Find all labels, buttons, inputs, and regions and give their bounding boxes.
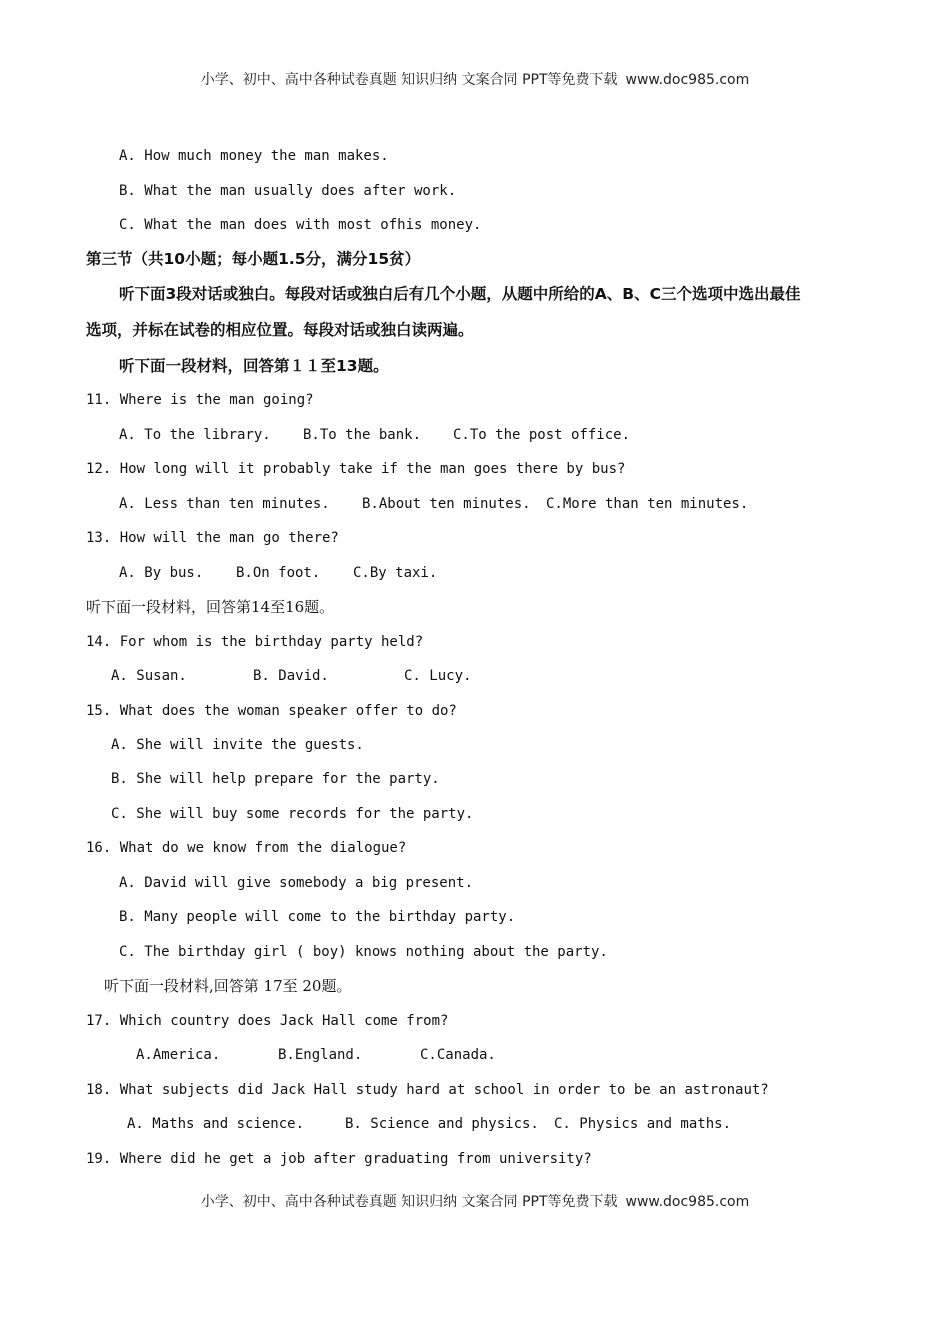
q15-option-c: C. She will buy some records for the party. bbox=[111, 806, 474, 822]
q10-option-c: C. What the man does with most ofhis money. bbox=[119, 217, 482, 233]
q11-option-b: B.To the bank. bbox=[303, 427, 422, 443]
q13-option-a: A. By bus. bbox=[119, 565, 204, 581]
header-url[interactable]: www.doc985.com bbox=[625, 72, 750, 88]
q19-stem: 19. Where did he get a job after graduating from university? bbox=[86, 1151, 592, 1167]
prompt-14-16: 听下面一段材料，回答第14至16题。 bbox=[86, 598, 335, 616]
q12-option-a: A. Less than ten minutes. bbox=[119, 496, 330, 512]
q12-option-c: C.More than ten minutes. bbox=[546, 496, 749, 512]
q16-option-b: B. Many people will come to the birthday party. bbox=[119, 909, 516, 925]
q12-option-b: B.About ten minutes. bbox=[362, 496, 531, 512]
section-3-title: 第三节（共10小题；每小题1.5分，满分15贫） bbox=[86, 250, 421, 268]
q16-option-a: A. David will give somebody a big present. bbox=[119, 875, 474, 891]
q11-option-a: A. To the library. bbox=[119, 427, 271, 443]
q15-option-b: B. She will help prepare for the party. bbox=[111, 771, 440, 787]
q17-stem: 17. Which country does Jack Hall come from? bbox=[86, 1013, 449, 1029]
prompt-11-13: 听下面一段材料，回答第１１至13题。 bbox=[119, 357, 389, 375]
q14-option-b: B. David. bbox=[253, 668, 329, 684]
q11-option-c: C.To the post office. bbox=[453, 427, 631, 443]
q15-stem: 15. What does the woman speaker offer to do? bbox=[86, 703, 457, 719]
q17-option-a: A.America. bbox=[136, 1047, 221, 1063]
header-text: 小学、初中、高中各种试卷真题 知识归纳 文案合同 PPT等免费下载 bbox=[200, 72, 618, 88]
q18-option-b: B. Science and physics. bbox=[345, 1116, 539, 1132]
q16-option-c: C. The birthday girl ( boy) knows nothing about the party. bbox=[119, 944, 608, 960]
q10-option-a: A. How much money the man makes. bbox=[119, 148, 389, 164]
q16-stem: 16. What do we know from the dialogue? bbox=[86, 840, 407, 856]
page-header bbox=[0, 69, 950, 89]
q18-option-c: C. Physics and maths. bbox=[554, 1116, 732, 1132]
q17-option-b: B.England. bbox=[278, 1047, 363, 1063]
footer-url[interactable]: www.doc985.com bbox=[625, 1194, 750, 1210]
q13-option-c: C.By taxi. bbox=[353, 565, 438, 581]
q11-stem: 11. Where is the man going? bbox=[86, 392, 314, 408]
q14-stem: 14. For whom is the birthday party held? bbox=[86, 634, 424, 650]
section-3-instruction-line-2: 选项，并标在试卷的相应位置。每段对话或独白读两遍。 bbox=[86, 321, 474, 339]
q17-option-c: C.Canada. bbox=[420, 1047, 496, 1063]
section-3-instruction-line-1: 听下面3段对话或独白。每段对话或独白后有几个小题，从题中所给的A、B、C三个选项中选出最佳 bbox=[119, 285, 801, 303]
q10-option-b: B. What the man usually does after work. bbox=[119, 183, 457, 199]
q13-option-b: B.On foot. bbox=[236, 565, 321, 581]
q18-option-a: A. Maths and science. bbox=[127, 1116, 305, 1132]
q13-stem: 13. How will the man go there? bbox=[86, 530, 339, 546]
q18-stem: 18. What subjects did Jack Hall study hard at school in order to be an astronaut? bbox=[86, 1082, 769, 1098]
page-footer bbox=[0, 1191, 950, 1211]
q15-option-a: A. She will invite the guests. bbox=[111, 737, 364, 753]
q12-stem: 12. How long will it probably take if the man goes there by bus? bbox=[86, 461, 626, 477]
prompt-17-20: 听下面一段材料,回答第 17至 20题。 bbox=[104, 977, 352, 995]
q14-option-a: A. Susan. bbox=[111, 668, 187, 684]
q14-option-c: C. Lucy. bbox=[404, 668, 472, 684]
footer-text: 小学、初中、高中各种试卷真题 知识归纳 文案合同 PPT等免费下载 bbox=[200, 1194, 618, 1210]
